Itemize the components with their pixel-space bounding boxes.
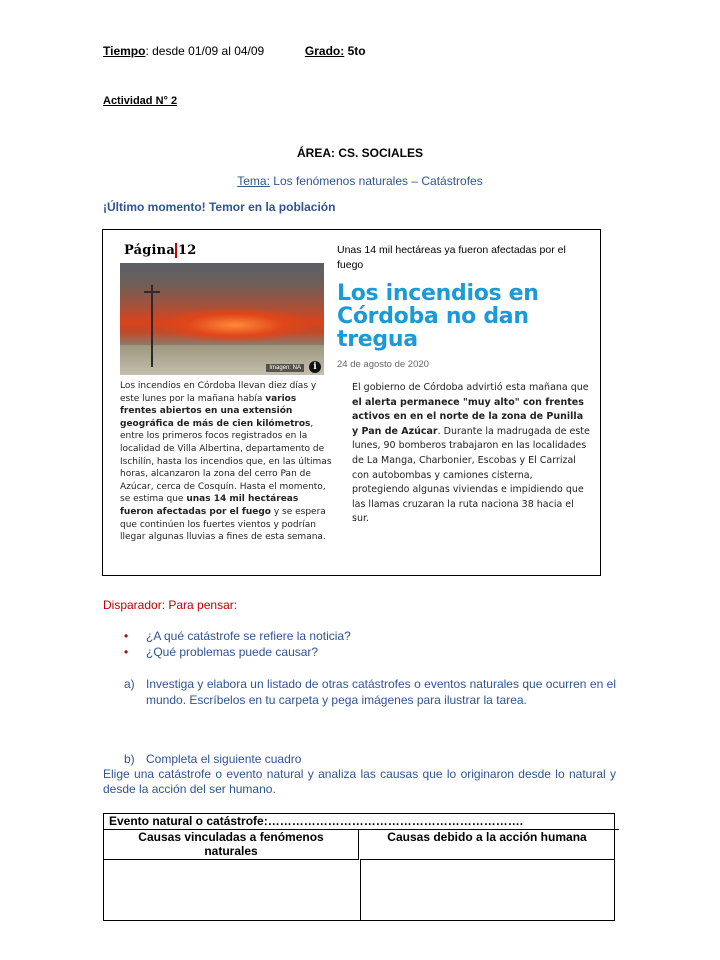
task-b-label: b) <box>124 752 135 766</box>
news-column-right: El gobierno de Córdoba advirtió esta mañana que el alerta permanece "muy alto" con frentes activos en en el norte de la zona de Punilla y Pan de Azúcar. Durante la madrugada de este lunes, 90 bomberos trabajaron en las localidades de La Manga, Charbonier, Escobas y El Carrizal con autobombas y camiones cisterna, protegiendo algunas viviendas e impidiendo que las llamas cruzaran la ruta naciona 38 hacia el sur. <box>352 382 590 525</box>
tema-label: Tema: <box>237 174 270 188</box>
table-header-natural: Causas vinculadas a fenómenos naturales <box>104 830 359 860</box>
news-subtitle: Unas 14 mil hectáreas ya fueron afectadas por el fuego <box>337 244 566 271</box>
question-list <box>124 628 351 660</box>
table-event-row: Evento natural o catástrofe:………………………………………………………. <box>104 814 619 830</box>
task-a-text: Investiga y elabora un listado de otras catástrofes o eventos naturales que ocurren en el mundo. Escríbelos en tu carpeta y pega imágenes para ilustrar la tarea. <box>146 677 616 707</box>
area-title: ÁREA: CS. SOCIALES <box>296 146 423 160</box>
task-b-text: Completa el siguiente cuadro <box>146 752 302 766</box>
task-a-label: a) <box>124 677 135 691</box>
actividad-title: Actividad N° 2 <box>103 95 178 107</box>
newspaper-logo: Página 12 <box>124 243 197 258</box>
table-cell-natural[interactable] <box>104 861 359 920</box>
causes-table <box>103 813 615 921</box>
news-clipping <box>102 229 601 576</box>
task-a <box>124 677 616 708</box>
info-icon[interactable]: i <box>309 361 321 373</box>
utility-pole-arm <box>144 291 160 293</box>
grado-label: Grado: <box>304 44 345 58</box>
image-credit: Imagen: NA <box>266 364 304 372</box>
utility-pole <box>151 285 153 367</box>
question-item: • ¿Qué problemas puede causar? <box>124 644 351 660</box>
fire-glow <box>160 308 310 342</box>
table-header-human: Causas debido a la acción humana <box>360 830 614 860</box>
tema-value: Los fenómenos naturales – Catástrofes <box>269 174 483 188</box>
question-item: • ¿A qué catástrofe se refiere la noticia? <box>124 628 351 644</box>
tema-line <box>0 174 720 188</box>
ultimo-momento-heading: ¡Último momento! Temor en la población <box>103 200 336 214</box>
news-headline: Los incendios en Córdoba no dan tregua <box>337 281 539 352</box>
task-b <box>124 752 301 766</box>
header-line <box>103 44 366 58</box>
news-column-left: Los incendios en Córdoba llevan diez días y este lunes por la mañana había varios frentes abiertos en una extensión geográfica de más de cien kilómetros, entre los primeros focos registrados en la localidad de Villa Albertina, departamento de Ischilín, hasta los incendios que, en las últimas horas, alcanzaron la zona del cerro Pan de Azúcar, cerca de Cosquín. Hasta el momento, se estima que unas 14 mil hectáreas fueron afectadas por el fuego y se espera que continúen los fuertes vientos y podrían llegar algunas lluvias a fines de esta semana. <box>120 381 332 543</box>
grado-value: 5to <box>344 44 366 58</box>
table-cell-human[interactable] <box>361 861 614 920</box>
tiempo-label: Tiempo <box>103 44 146 58</box>
fire-photo <box>120 263 324 375</box>
news-date: 24 de agosto de 2020 <box>337 359 429 370</box>
disparador-heading: Disparador: Para pensar: <box>103 598 238 612</box>
instructions-text: Elige una catástrofe o evento natural y analiza las causas que lo originaron desde lo natural y desde la acción del ser humano. <box>103 767 616 796</box>
tiempo-value: : desde 01/09 al 04/09 <box>145 44 265 58</box>
